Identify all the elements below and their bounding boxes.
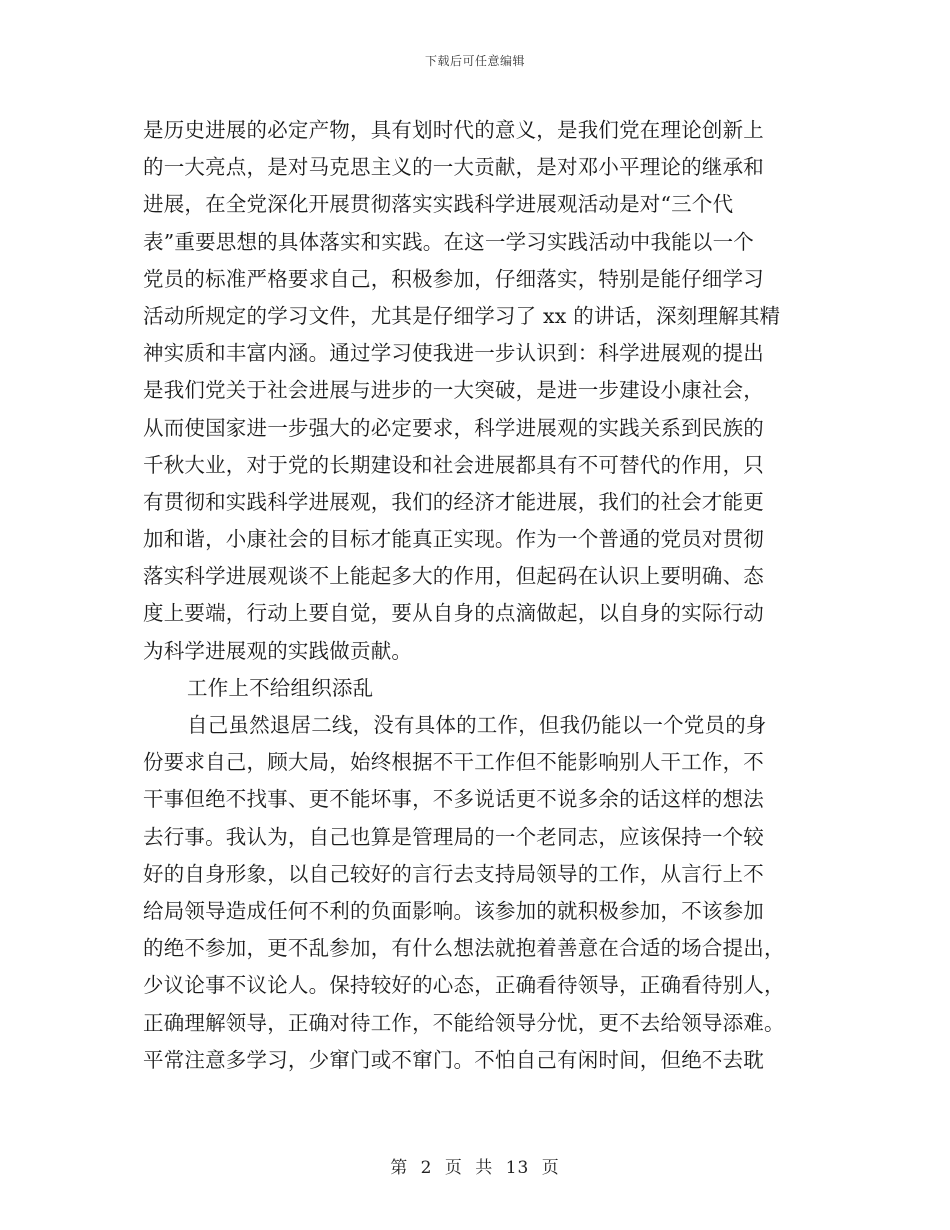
page-header-note: 下载后可任意编辑 <box>424 54 525 68</box>
text-line: 党员的标准严格要求自己，积极参加，仔细落实，特别是能仔细学习 <box>143 266 764 291</box>
text-line: 有贯彻和实践科学进展观，我们的经济才能进展，我们的社会才能更 <box>143 489 764 514</box>
text-line: 的绝不参加，更不乱参加，有什么想法就抱着善意在合适的场合提出， <box>143 936 785 961</box>
text-line: 活动所规定的学习文件，尤其是仔细学习了 xx 的讲话，深刻理解其精 <box>143 303 781 328</box>
text-line: 去行事。我认为，自己也算是管理局的一个老同志，应该保持一个较 <box>143 824 764 849</box>
text-line: 神实质和丰富内涵。通过学习使我进一步认识到：科学进展观的提出 <box>143 341 764 366</box>
text-line: 落实科学进展观谈不上能起多大的作用，但起码在认识上要明确、态 <box>143 564 764 589</box>
text-line: 正确理解领导，正确对待工作，不能给领导分忧，更不去给领导添难。 <box>143 1010 785 1035</box>
document-body <box>143 112 813 1079</box>
text-line: 给局领导造成任何不利的负面影响。该参加的就积极参加，不该参加 <box>143 898 764 923</box>
text-line: 好的自身形象，以自己较好的言行去支持局领导的工作，从言行上不 <box>143 861 764 886</box>
text-line: 进展，在全党深化开展贯彻落实实践科学进展观活动是对“三个代 <box>143 192 734 217</box>
page-number: 第 2 页 共 13 页 <box>390 1158 560 1178</box>
section-heading: 工作上不给组织添乱 <box>187 675 374 700</box>
text-line: 份要求自己，顾大局，始终根据不干工作但不能影响别人干工作，不 <box>143 750 764 775</box>
text-line: 千秋大业，对于党的长期建设和社会进展都具有不可替代的作用，只 <box>143 452 764 477</box>
text-line: 度上要端，行动上要自觉，要从自身的点滴做起，以自身的实际行动 <box>143 601 764 626</box>
text-line: 表”重要思想的具体落实和实践。在这一学习实践活动中我能以一个 <box>143 229 754 254</box>
text-line: 的一大亮点，是对马克思主义的一大贡献，是对邓小平理论的继承和 <box>143 155 764 180</box>
text-line: 少议论事不议论人。保持较好的心态，正确看待领导，正确看待别人， <box>143 973 785 998</box>
text-line: 是我们党关于社会进展与进步的一大突破，是进一步建设小康社会， <box>143 378 764 403</box>
text-line: 是历史进展的必定产物，具有划时代的意义，是我们党在理论创新上 <box>143 118 764 142</box>
text-line: 从而使国家进一步强大的必定要求，科学进展观的实践关系到民族的 <box>143 415 764 440</box>
text-line: 加和谐，小康社会的目标才能真正实现。作为一个普通的党员对贯彻 <box>143 527 764 552</box>
text-line: 平常注意多学习，少窜门或不窜门。不怕自己有闲时间，但绝不去耽 <box>143 1047 764 1072</box>
text-line: 干事但绝不找事、更不能坏事，不多说话更不说多余的话这样的想法 <box>143 787 764 812</box>
text-line: 为科学进展观的实践做贡献。 <box>143 638 413 663</box>
paragraph-first-line: 自己虽然退居二线，没有具体的工作，但我仍能以一个党员的身 <box>187 713 767 737</box>
